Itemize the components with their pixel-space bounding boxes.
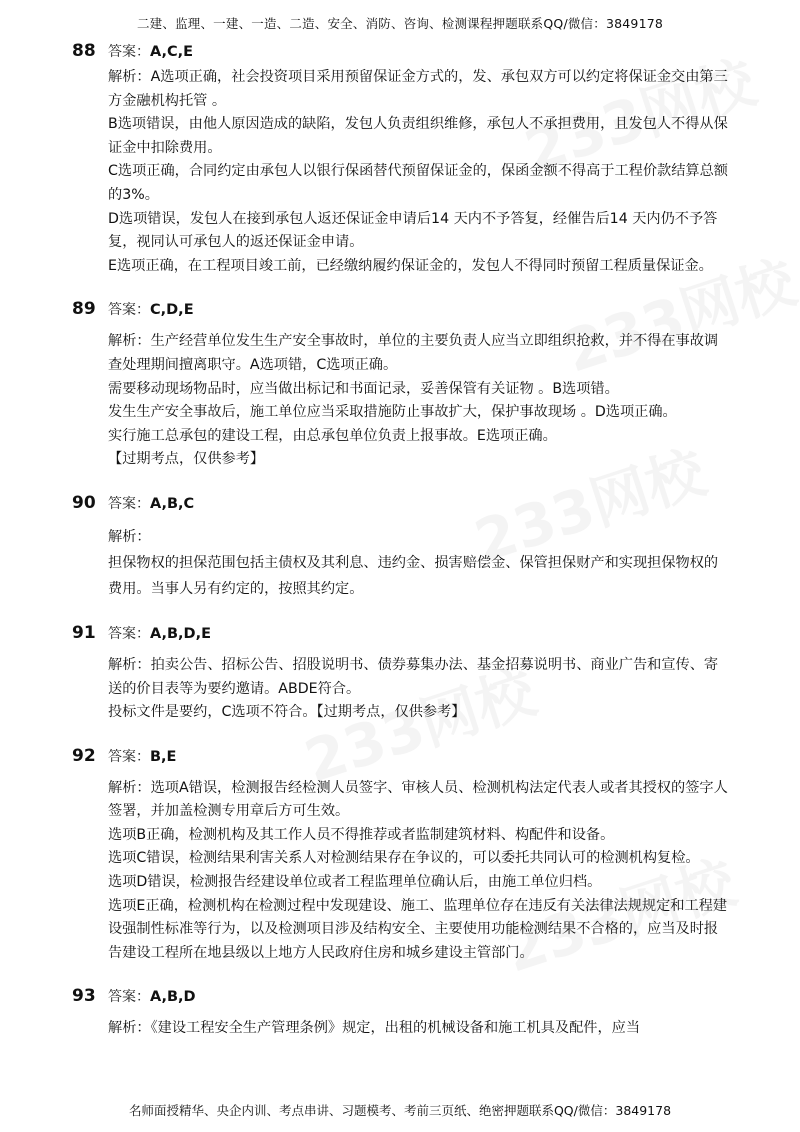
explanation-line: 担保物权的担保范围包括主债权及其利息、违约金、损害赔偿金、保管担保财产和实现担保物权的费用。当事人另有约定的，按照其约定。 [108,554,719,597]
explanation-line: C选项正确，合同约定由承包人以银行保函替代预留保证金的，保函金额不得高于工程价款结算总额的3%。 [108,163,728,203]
answer-value: A,B,D [150,989,196,1006]
question-header [72,38,732,64]
question-number: 90 [72,492,96,513]
answer-value: B,E [150,748,177,765]
question-92 [72,743,732,966]
answer-value: C,D,E [150,302,194,319]
explanation-line: 解析：拍卖公告、招标公告、招股说明书、债券募集办法、基金招募说明书、商业广告和宣传、寄送的价目表等为要约邀请。ABDE符合。 [108,656,719,697]
explanation-line: 选项C错误，检测结果利害关系人对检测结果存在争议的，可以委托共同认可的检测机构复检。 [108,850,700,867]
explanation-line: E选项正确，在工程项目竣工前，已经缴纳履约保证金的，发包人不得同时预留工程质量保证金。 [108,257,713,274]
explanation-line: 投标文件是要约，C选项不符合。【过期考点，仅供参考】 [108,704,466,721]
page-footer: 名师面授精华、央企内训、考点串讲、习题模考、考前三页纸、绝密押题联系QQ/微信：3849178 [128,1103,672,1118]
answer-value: A,B,D,E [150,625,212,642]
explanation-line: 解析：A选项正确，社会投资项目采用预留保证金方式的，发、承包双方可以约定将保证金交由第三方金融机构托管 。 [108,69,728,109]
answer-label: 答案： [108,302,150,319]
question-number: 91 [72,622,96,643]
explanation-line: D选项错误，发包人在接到承包人返还保证金申请后14 天内不予答复，经催告后14 天内仍不予答复，视同认可承包人的返还保证金申请。 [108,210,718,251]
explanation [108,524,732,602]
answer-label: 答案： [108,625,150,642]
answer-value: A,B,C [150,495,195,512]
question-header [72,296,732,322]
question-number: 92 [72,745,96,766]
question-89 [72,296,732,472]
question-header [72,490,732,516]
explanation [108,654,732,725]
answer-list [72,38,732,1059]
explanation-line: 发生生产安全事故后，施工单位应当采取措施防止事故扩大，保护事故现场 。D选项正确。 [108,404,677,421]
question-header [72,743,732,769]
explanation [108,777,732,966]
explanation [108,330,732,472]
explanation-line: 解析：选项A错误，检测报告经检测人员签字、审核人员、检测机构法定代表人或者其授权的签字人签署，并加盖检测专用章后方可生效。 [108,779,728,820]
question-number: 88 [72,41,96,61]
explanation-line: 解析： [108,528,151,545]
answer-label: 答案： [108,989,150,1006]
page-header: 二建、监理、一建、一造、二造、安全、消防、咨询、检测课程押题联系QQ/微信：3849178 [136,16,664,31]
explanation [108,1017,732,1041]
question-91 [72,620,732,725]
explanation-line: 选项D错误，检测报告经建设单位或者工程监理单位确认后，由施工单位归档。 [108,874,602,891]
explanation-line: 解析：生产经营单位发生生产安全事故时，单位的主要负责人应当立即组织抢救，并不得在事故调查处理期间擅离职守。A选项错，C选项正确。 [108,333,719,373]
question-90 [72,490,732,602]
answer-value: A,C,E [150,44,194,60]
explanation-line: 【过期考点，仅供参考】 [108,451,265,468]
explanation-line: 选项B正确，检测机构及其工作人员不得推荐或者监制建筑材料、构配件和设备。 [108,826,615,843]
answer-label: 答案： [108,748,150,765]
answer-label: 答案： [108,44,150,60]
explanation-line: 实行施工总承包的建设工程，由总承包单位负责上报事故。E选项正确。 [108,427,557,444]
explanation-line: B选项错误，由他人原因造成的缺陷，发包人负责组织维修，承包人不承担费用，且发包人不得从保证金中扣除费用。 [108,116,728,156]
answer-label: 答案： [108,495,150,512]
question-number: 93 [72,986,96,1007]
question-header [72,620,732,646]
explanation-line: 需要移动现场物品时，应当做出标记和书面记录，妥善保管有关证物 。B选项错。 [108,380,619,397]
question-88 [72,38,732,278]
explanation [108,66,732,278]
explanation-line: 解析：《建设工程安全生产管理条例》规定，出租的机械设备和施工机具及配件，应当 [108,1020,641,1037]
question-number: 89 [72,299,96,320]
question-93 [72,983,732,1041]
question-header [72,983,732,1009]
explanation-line: 选项E正确，检测机构在检测过程中发现建设、施工、监理单位存在违反有关法律法规规定和工程建设强制性标准等行为，以及检测项目涉及结构安全、主要使用功能检测结果不合格的，应当及时报告建设工程所在地县级以上地方人民政府住房和城乡建设主管部门。 [108,897,728,961]
